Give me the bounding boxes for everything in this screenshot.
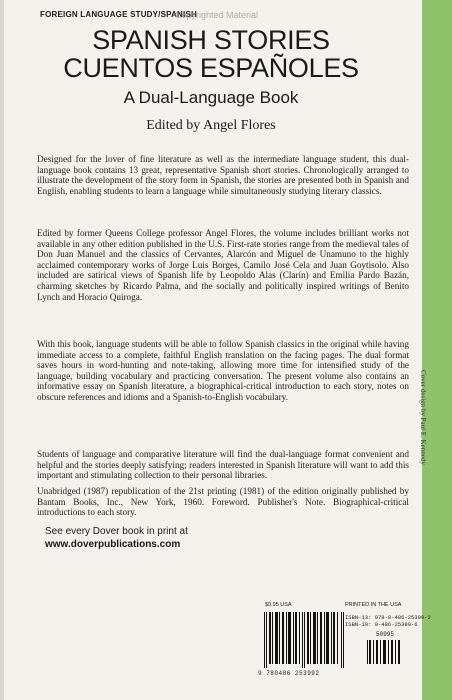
isbn-barcode xyxy=(262,612,346,668)
price-label: $9.95 USA xyxy=(265,602,292,608)
dover-url-link[interactable]: www.doverpublications.com xyxy=(45,539,181,550)
description-paragraph: Edited by former Queens College professor Angel Flores, the volume includes brilliant works not available in any other edition published in the U.S. First-rate stories range from the medieval tales of Don Juan Manuel and the classics of Cervantes, Alarcón and Miguel de Unamuno to the highly acclaimed contemporary works of Jorge Luis Borges, Camilo José Cela and Juan Goytisolo. Also included are satirical views of Spanish life by Leopoldo Alas (Clarín) and Emilia Pardo Bazán, charming sketches by Ricardo Palma, and the socially and politically inspired writings of Benito Lynch and Horacio Quiroga. xyxy=(37,228,409,302)
description-paragraph: With this book, language students will be able to follow Spanish classics in the original while having immediate access to a complete, faithful English translation on the facing pages. The dual format saves hours in word-hunting and note-taking, allowing more time for intensified study of the language, building vocabulary and practicing conversation. The present volume also contains an informative essay on Spanish literature, a biographical-critical introduction to each story, notes on obscure references and idioms and a Spanish-to-English vocabulary. xyxy=(37,339,409,402)
description-paragraph: Designed for the lover of fine literature as well as the intermediate language student, this dual-language book contains 13 great, representative Spanish short stories. Chronologically arranged to illustrate the development of the story form in Spanish, the stories are presented both in Spanish and English, enabling students to learn a language while simultaneously studying literary classics. xyxy=(37,154,409,196)
isbn-block xyxy=(345,614,431,628)
title-english: SPANISH STORIES xyxy=(92,25,330,55)
dover-website-block xyxy=(45,525,188,551)
publication-note: Unabridged (1987) republication of the 21st printing (1981) of the edition originally published by Bantam Books, Inc., New York, 1960. Foreword. Publisher's Note. Biographical-critical introductions to each story. xyxy=(37,486,409,518)
printed-in-label: PRINTED IN THE USA xyxy=(345,602,402,608)
isbn13-text: ISBN-13: 978-0-486-25399-2 xyxy=(345,614,431,621)
barcode-number: 9 780486 253992 xyxy=(258,670,320,677)
description-paragraph: Students of language and comparative literature will find the dual-language format convenient and helpful and the stories deeply satisfying; readers interested in Spanish literature will want to add this important and stimulating collection to their personal libraries. xyxy=(37,449,409,481)
copyright-watermark: Copyrighted Material xyxy=(175,10,259,20)
subtitle: A Dual-Language Book xyxy=(123,88,299,107)
cover-design-credit: Cover design by Paul E. Kennedy xyxy=(419,370,427,465)
green-spine-strip xyxy=(422,0,452,700)
category-label: FOREIGN LANGUAGE STUDY/SPANISH xyxy=(40,10,197,19)
dover-promo-text: See every Dover book in print at xyxy=(45,526,188,537)
isbn10-text: ISBN-10: 0-486-25399-6 xyxy=(345,621,418,628)
editor-credit: Edited by Angel Flores xyxy=(146,118,276,133)
supplement-barcode xyxy=(366,640,402,664)
title-spanish: CUENTOS ESPAÑOLES xyxy=(63,53,359,83)
supplement-code: 50995 xyxy=(376,631,395,638)
